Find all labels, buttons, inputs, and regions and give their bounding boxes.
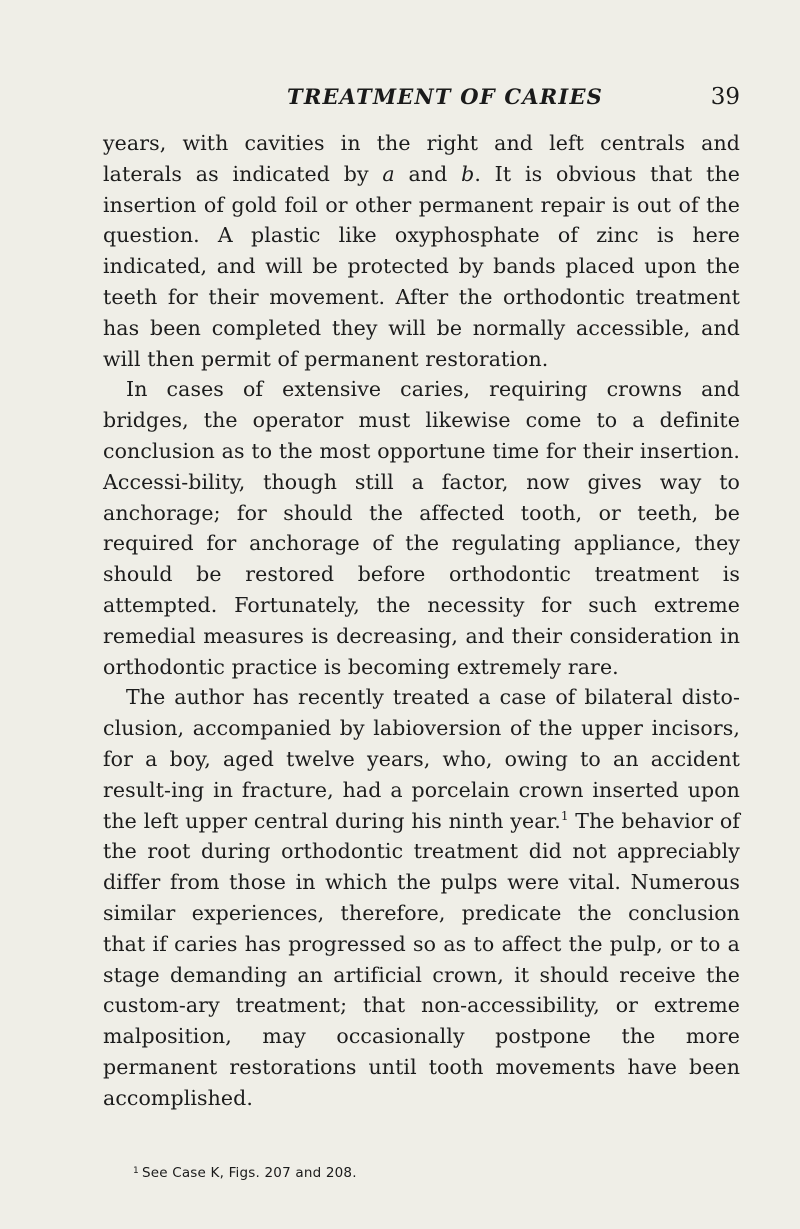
- paragraph-text: The behavior of the root during orthodontic treatment did not appreciably differ from those in which the pulps were vital. Numerous similar experiences, therefore, predicate the conclusion that if caries has progressed so as to affect the pulp, or to a stage demanding an artificial crown, it should receive the custom-ary treatment; that non-accessibility, or extreme malposition, may occasionally postpone the more permanent restorations until tooth movements have been accomplished.: [103, 808, 740, 1110]
- figure-letter-b: b: [461, 161, 475, 186]
- footnote-mark: 1: [133, 1166, 139, 1176]
- paragraph-case-report: [103, 682, 740, 1113]
- footnote: [133, 1165, 357, 1181]
- paragraph-crowns-bridges: In cases of extensive caries, requiring crowns and bridges, the operator must likewise come to a definite conclusion as to the most opportune time for their insertion. Accessi-bility, though still a factor, now gives way to anchorage; for should the affected tooth, or teeth, be required for anchorage of the regulating appliance, they should be restored before orthodontic treatment is attempted. Fortunately, the necessity for such extreme remedial measures is decreasing, and their consideration in orthodontic practice is becoming extremely rare.: [103, 377, 740, 679]
- paragraph-text: The author has recently treated a case of bilateral disto-clusion, accompanied by labioversion of the upper incisors, for a boy, aged twelve years, who, owing to an accident result-ing in fracture, had a porcelain crown inserted upon the left upper central during his ninth year.: [103, 685, 740, 833]
- running-title: TREATMENT OF CARIES: [287, 84, 604, 109]
- paragraph-text: . It is obvious that the insertion of gold foil or other permanent repair is out of the question. A plastic like oxyphosphate of zinc is here indicated, and will be protected by bands placed upon the teeth for their movement. After the orthodontic treatment has been completed they will be normally accessible, and will then permit of permanent restoration.: [103, 161, 740, 371]
- paragraph-continued: [103, 128, 740, 374]
- figure-letter-a: a: [382, 161, 395, 186]
- paragraph-text: and: [394, 161, 462, 186]
- footnote-text: See Case K, Figs. 207 and 208.: [141, 1165, 357, 1181]
- body-text: [103, 128, 740, 1114]
- paragraph-text: years, with cavities in the right and left centrals and laterals as indicated by: [103, 131, 740, 186]
- footnote-reference: 1: [560, 808, 569, 823]
- running-head: [103, 84, 740, 120]
- page-number: 39: [710, 84, 740, 110]
